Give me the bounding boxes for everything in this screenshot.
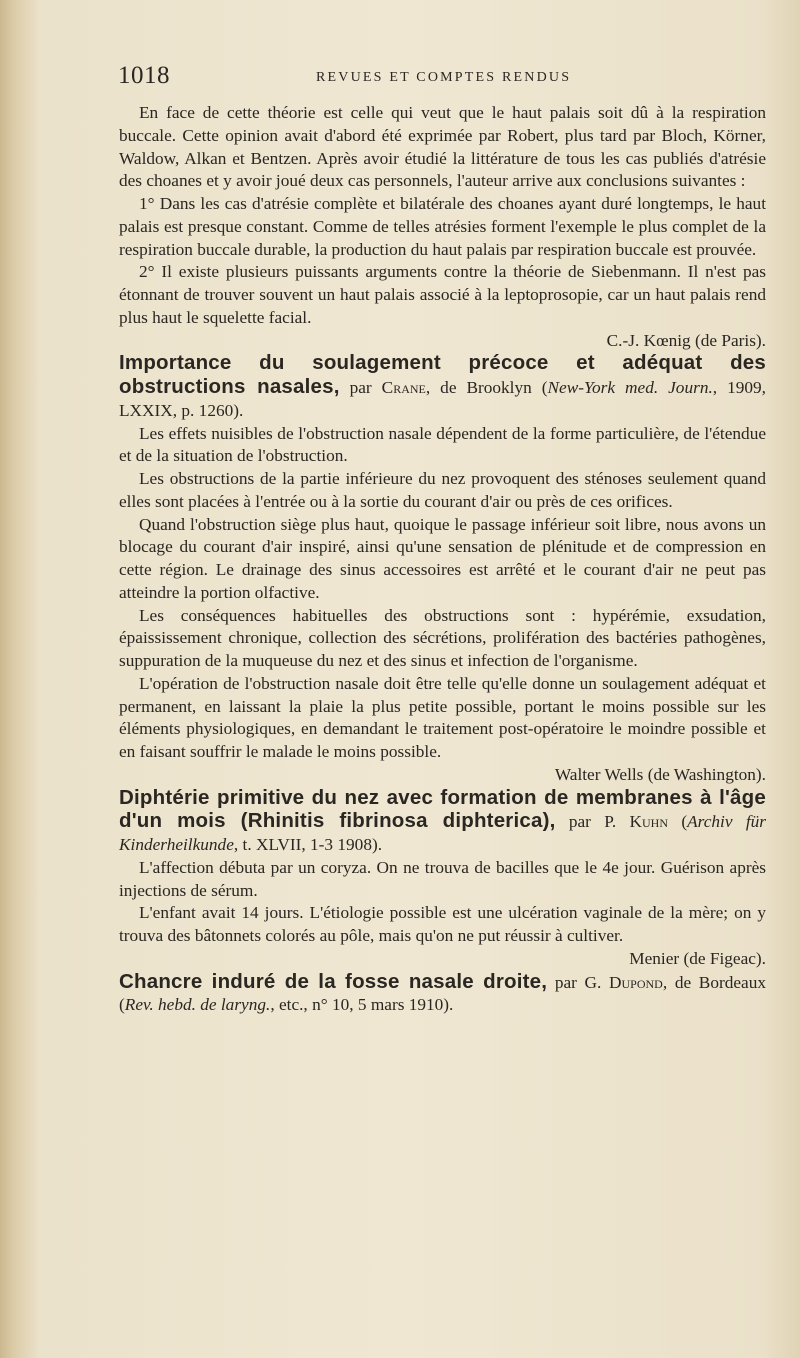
review-signature: Menier (de Figeac). — [629, 948, 766, 968]
byline-text: par P. — [555, 812, 630, 832]
paragraph: Les conséquences habituelles des obstructions sont : hypérémie, exsudation, épaississement chronique, collection des sécrétions, prolifération des bactéries pathogènes, suppuration de la muqueuse du nez et des sinus et infection de l'organisme. — [119, 605, 766, 670]
running-title: REVUES ET COMPTES RENDUS — [316, 70, 572, 85]
byline-text: par — [339, 378, 382, 397]
body-text — [119, 102, 766, 1017]
paragraph: 2° Il existe plusieurs puissants arguments contre la théorie de Siebenmann. Il n'est pas étonnant de trouver souvent un haut palais associé à la leptoprosopie, car un haut palais rend plus haut le squelette facial. — [119, 262, 766, 327]
paragraph: L'enfant avait 14 jours. L'étiologie possible est une ulcération vaginale de la mère; on y trouva des bâtonnets colorés au pôle, mais qu'on ne put réussir à cultiver. — [119, 903, 766, 945]
citation-ref: , 1909, LXXIX, p. 1260). — [119, 378, 766, 420]
article-heading — [119, 352, 766, 422]
journal-name: New-York med. Journ. — [547, 378, 713, 397]
article-author: Kuhn — [629, 812, 669, 832]
journal-name: Archiv für Kinderheilkunde — [119, 812, 766, 854]
article-heading — [119, 971, 766, 1018]
paragraph: Les obstructions de la partie inférieure du nez provoquent des sténoses seulement quand elles sont placées à l'entrée ou à la sortie du courant d'air ou près de ces orifices. — [119, 469, 766, 511]
article-heading — [119, 787, 766, 857]
article-title: Diphtérie primitive du nez avec formation de membranes à l'âge d'un mois (Rhinitis fibrinosa diphterica), — [119, 785, 766, 833]
byline-text: , de Brooklyn ( — [425, 378, 548, 397]
article-author: Crane — [381, 378, 426, 397]
page-number: 1018 — [118, 62, 170, 89]
paragraph: L'opération de l'obstruction nasale doit être telle qu'elle donne un soulagement adéquat et permanent, en laissant la plaie la plus petite possible, portant le moins possible sur les éléments physiologiques, en demandant le traitement post-opératoire le moindre possible et en faisant souffrir le malade le moins possible. — [119, 673, 766, 761]
byline-text: par G. — [547, 972, 610, 992]
article-title: Chancre induré de la fosse nasale droite, — [119, 969, 548, 993]
review-signature: Walter Wells (de Washington). — [554, 764, 766, 784]
byline-text: , de Bordeaux ( — [119, 972, 766, 1015]
review-signature: C.-J. Kœnig (de Paris). — [606, 330, 766, 350]
paragraph: 1° Dans les cas d'atrésie complète et bilatérale des choanes ayant duré longtemps, le haut palais est presque constant. Comme de telles atrésies forment l'exemple le plus complet de la respiration buccale durable, la production du haut palais par respiration buccale est prouvée. — [119, 194, 766, 259]
article-title: Importance du soulagement précoce et adéquat des obstructions nasales, — [119, 351, 766, 398]
citation-ref: , t. XLVII, 1-3 1908). — [233, 835, 383, 854]
journal-name: Rev. hebd. de laryng. — [124, 995, 271, 1015]
paragraph: L'affection débuta par un coryza. On ne trouva de bacilles que le 4e jour. Guérison après injections de sérum. — [119, 857, 766, 900]
byline-text: ( — [668, 812, 688, 832]
paragraph: Quand l'obstruction siège plus haut, quoique le passage inférieur soit libre, nous avons un blocage du courant d'air inspiré, ainsi qu'une sensation de plénitude et de compression en cette région. Le drainage des sinus accessoires est arrêté et le courant d'air ne peut pas atteindre la portion olfactive. — [119, 514, 766, 602]
page-header — [118, 62, 768, 92]
paragraph: En face de cette théorie est celle qui veut que le haut palais soit dû à la respiration buccale. Cette opinion avait d'abord été exprimée par Robert, plus tard par Bloch, Körner, Waldow, Alkan et Bentzen. Après avoir étudié la littérature de tous les cas publiés d'atrésie des choanes et y avoir joué deux cas personnels, l'auteur arrive aux conclusions suivantes : — [119, 103, 766, 191]
article-author: Dupond — [609, 972, 663, 992]
paragraph: Les effets nuisibles de l'obstruction nasale dépendent de la forme particulière, de l'étendue et de la situation de l'obstruction. — [119, 423, 766, 466]
citation-ref: , etc., n° 10, 5 mars 1910). — [270, 995, 454, 1015]
